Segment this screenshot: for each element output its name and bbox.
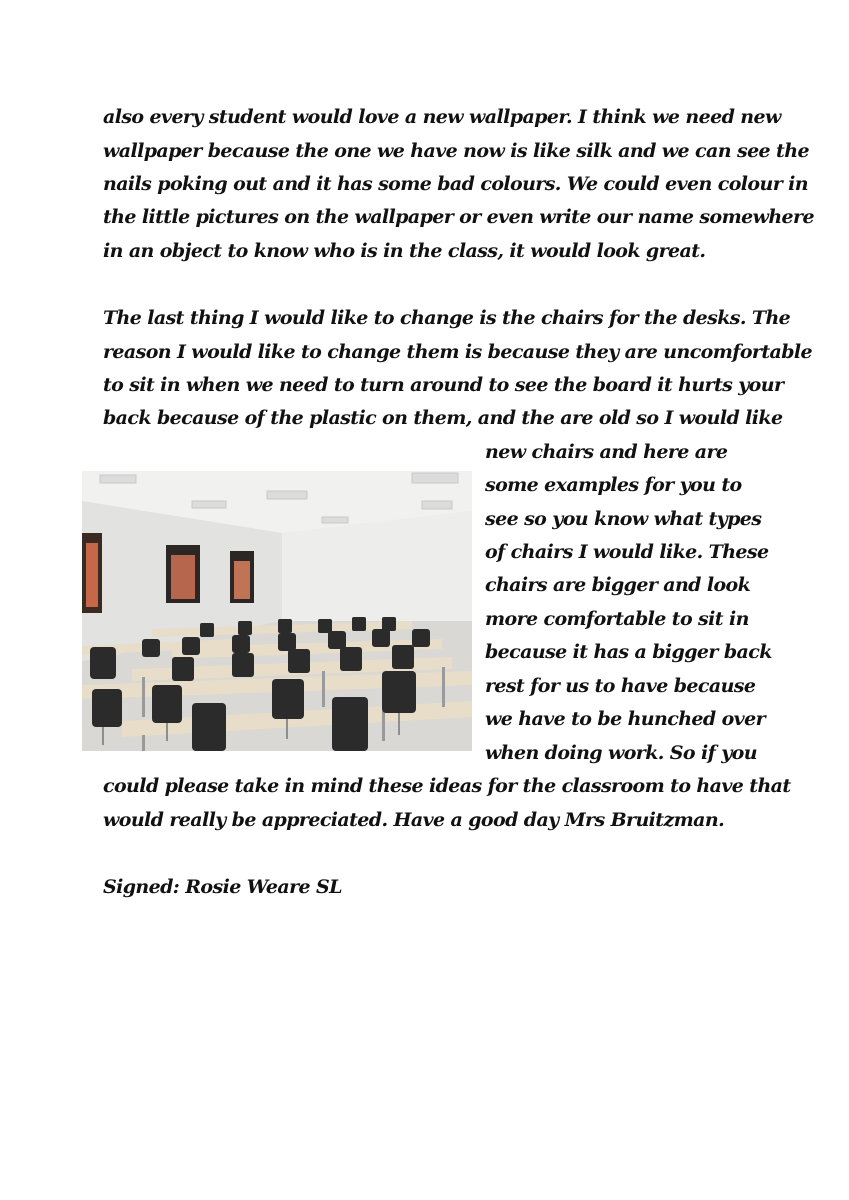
paragraph-2-side-line: new chairs and here are (485, 441, 728, 463)
paragraph-1-line: wallpaper because the one we have now is like silk and we can see the (103, 140, 809, 162)
paragraph-1-line: in an object to know who is in the class, it would look great. (103, 240, 706, 262)
paragraph-2-line: The last thing I would like to change is the chairs for the desks. The (103, 307, 791, 329)
paragraph-2-side-line: rest for us to have because (485, 675, 756, 697)
paragraph-2-side-line: because it has a bigger back (485, 641, 772, 663)
paragraph-2-line: reason I would like to change them is because they are uncomfortable (103, 341, 812, 363)
classroom-photo (82, 471, 472, 751)
paragraph-2-side-line: some examples for you to (485, 474, 742, 496)
paragraph-2-line: could please take in mind these ideas for the classroom to have that (103, 775, 791, 797)
paragraph-2-side-line: see so you know what types (485, 508, 762, 530)
paragraph-2-line: to sit in when we need to turn around to see the board it hurts your (103, 374, 784, 396)
paragraph-2-side-line: when doing work. So if you (485, 742, 757, 764)
paragraph-2-side-line: chairs are bigger and look (485, 574, 751, 596)
signature: Signed: Rosie Weare SL (103, 876, 342, 898)
paragraph-2-side-line: more comfortable to sit in (485, 608, 749, 630)
paragraph-2-line: back because of the plastic on them, and the are old so I would like (103, 407, 783, 429)
paragraph-1-line: also every student would love a new wallpaper. I think we need new (103, 106, 781, 128)
paragraph-2-line: would really be appreciated. Have a good day Mrs Bruitzman. (103, 809, 725, 831)
paragraph-2-side-line: of chairs I would like. These (485, 541, 769, 563)
paragraph-1-line: nails poking out and it has some bad colours. We could even colour in (103, 173, 808, 195)
paragraph-1-line: the little pictures on the wallpaper or even write our name somewhere (103, 206, 814, 228)
paragraph-2-side-line: we have to be hunched over (485, 708, 766, 730)
